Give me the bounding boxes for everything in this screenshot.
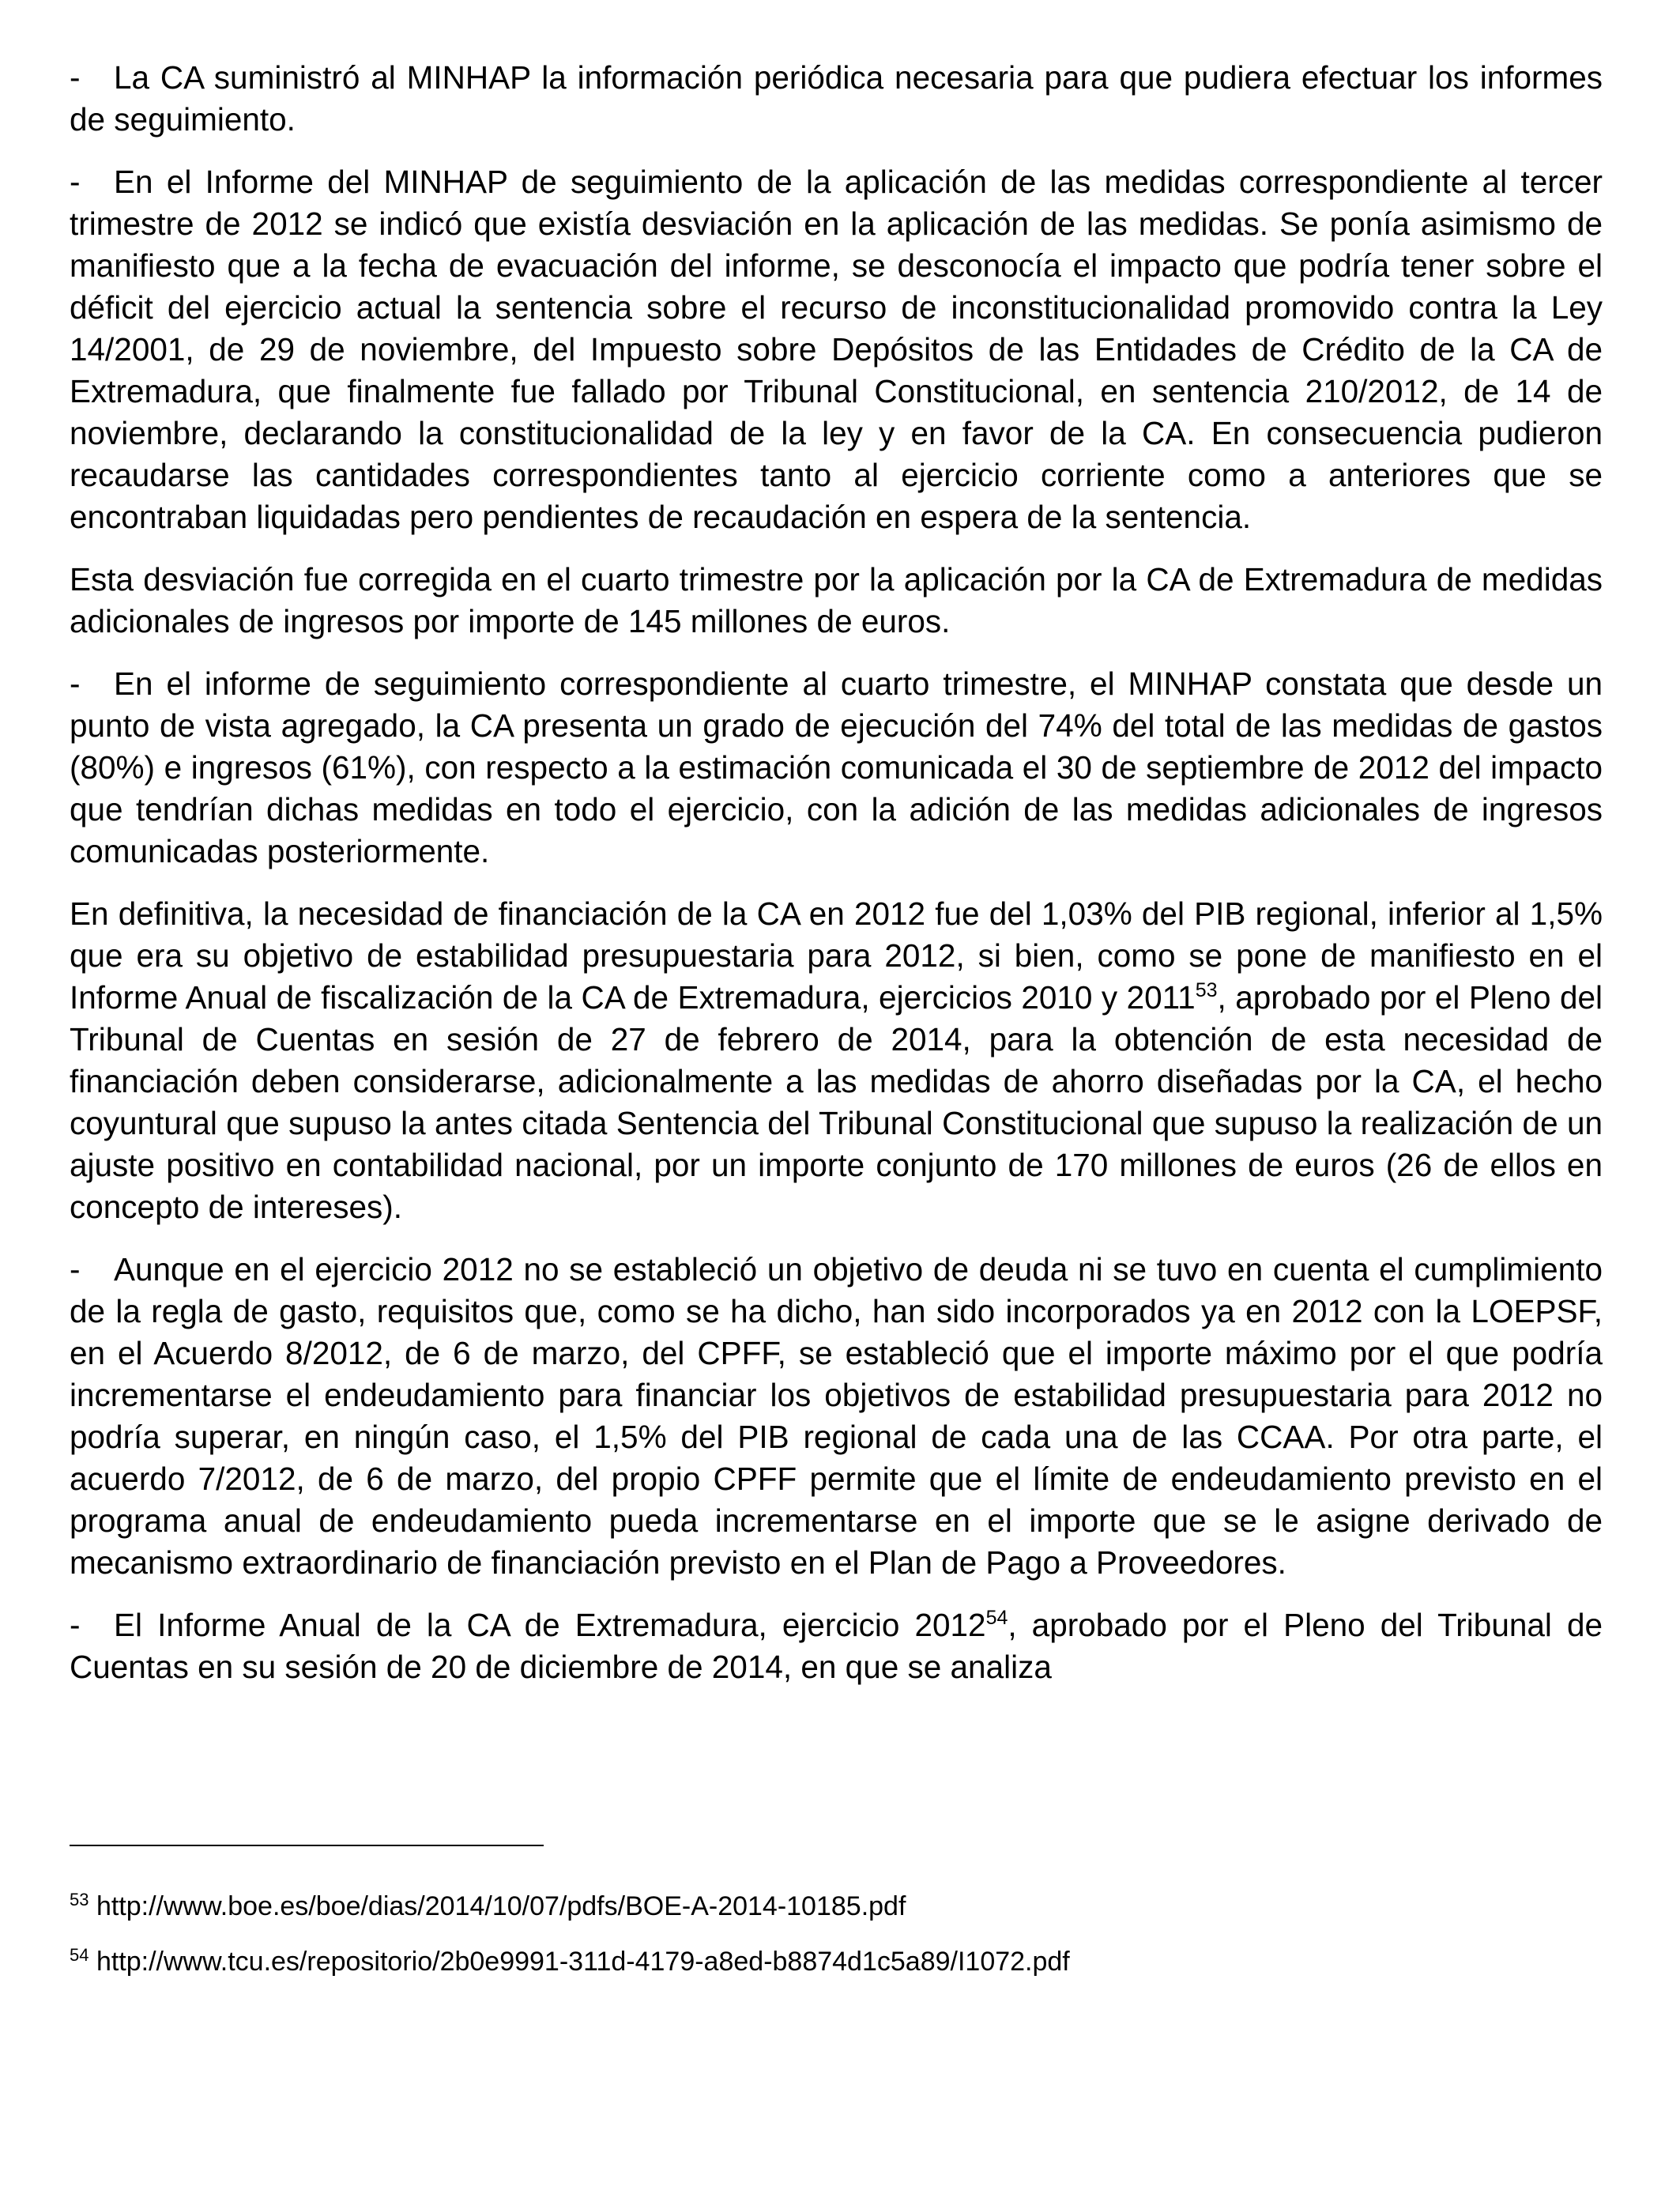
paragraph-desviacion-corregida (70, 559, 1603, 643)
paragraph-text: Esta desviación fue corregida en el cuarto trimestre por la aplicación por la CA de Extremadura de medidas adicionales de ingresos por importe de 145 millones de euros. (70, 561, 1603, 639)
paragraph-necesidad-financiacion (70, 893, 1603, 1228)
footnote-link[interactable]: http://www.tcu.es/repositorio/2b0e9991-311d-4179-a8ed-b8874d1c5a89/I1072.pdf (96, 1947, 1070, 1977)
footnote-reference-54[interactable]: 54 (985, 1607, 1008, 1629)
footnote-number: 53 (70, 1890, 89, 1909)
footnote-53 (70, 1889, 1603, 1924)
paragraph-text: En definitiva, la necesidad de financiación de la CA en 2012 fue del 1,03% del PIB regional, inferior al 1,5% que era su objetivo de estabilidad presupuestaria para 2012, si bien, como se pone de manifiesto en el Informe Anual de fiscalización de la CA de Extremadura, ejercicios 2010 y 2011 (70, 895, 1603, 1016)
paragraph-informe-cuarto-trimestre (70, 663, 1603, 873)
list-dash: - (70, 59, 81, 96)
footnote-separator (70, 1845, 544, 1846)
footnote-reference-53[interactable]: 53 (1195, 979, 1218, 1001)
paragraph-informe-anual-2012 (70, 1604, 1603, 1688)
paragraph-text: La CA suministró al MINHAP la información periódica necesaria para que pudiera efectuar los informes de seguimiento. (70, 59, 1603, 138)
list-dash: - (70, 665, 81, 702)
paragraph-text-continued: , aprobado por el Pleno del Tribunal de Cuentas en sesión de 27 de febrero de 2014, para la obtención de esta necesidad de financiación deben considerarse, adicionalmente a las medidas de ahorro diseñadas por la CA, el hecho coyuntural que supuso la antes citada Sentencia del Tribunal Constitucional que supuso la realización de un ajuste positivo en contabilidad nacional, por un importe conjunto de 170 millones de euros (26 de ellos en concepto de intereses). (70, 979, 1603, 1225)
paragraph-text: Aunque en el ejercicio 2012 no se estableció un objetivo de deuda ni se tuvo en cuenta el cumplimiento de la regla de gasto, requisitos que, como se ha dicho, han sido incorporados ya en 2012 con la LOEPSF, en el Acuerdo 8/2012, de 6 de marzo, del CPFF, se estableció que el importe máximo por el que podría incrementarse el endeudamiento para financiar los objetivos de estabilidad presupuestaria para 2012 no podría superar, en ningún caso, el 1,5% del PIB regional de cada una de las CCAA. Por otra parte, el acuerdo 7/2012, de 6 de marzo, del propio CPFF permite que el límite de endeudamiento previsto en el programa anual de endeudamiento pueda incrementarse en el importe que se le asigne derivado de mecanismo extraordinario de financiación previsto en el Plan de Pago a Proveedores. (70, 1251, 1603, 1581)
body-text (70, 57, 1603, 1688)
list-dash: - (70, 164, 81, 200)
footnotes (70, 1889, 1603, 2000)
footnote-number: 54 (70, 1945, 89, 1965)
list-dash: - (70, 1607, 81, 1643)
paragraph-text: El Informe Anual de la CA de Extremadura, ejercicio 2012 (114, 1607, 986, 1643)
paragraph-informe-tercer-trimestre (70, 161, 1603, 538)
paragraph-text: En el Informe del MINHAP de seguimiento de la aplicación de las medidas correspondiente al tercer trimestre de 2012 se indicó que existía desviación en la aplicación de las medidas. Se ponía asimismo de manifiesto que a la fecha de evacuación del informe, se desconocía el impacto que podría tener sobre el déficit del ejercicio actual la sentencia sobre el recurso de inconstitucionalidad promovido contra la Ley 14/2001, de 29 de noviembre, del Impuesto sobre Depósitos de las Entidades de Crédito de la CA de Extremadura, que finalmente fue fallado por Tribunal Constitucional, en sentencia 210/2012, de 14 de noviembre, declarando la constitucionalidad de la ley y en favor de la CA. En consecuencia pudieron recaudarse las cantidades correspondientes tanto al ejercicio corriente como a anteriores que se encontraban liquidadas pero pendientes de recaudación en espera de la sentencia. (70, 164, 1603, 535)
footnote-54 (70, 1944, 1603, 1979)
paragraph-objetivo-deuda (70, 1249, 1603, 1584)
list-dash: - (70, 1251, 81, 1287)
footnote-link[interactable]: http://www.boe.es/boe/dias/2014/10/07/pdfs/BOE-A-2014-10185.pdf (96, 1891, 906, 1921)
paragraph-ca-informacion-periodica (70, 57, 1603, 141)
paragraph-text-continued: , aprobado por el Pleno del Tribunal de Cuentas en su sesión de 20 de diciembre de 2014, en que se analiza (70, 1607, 1603, 1685)
paragraph-text: En el informe de seguimiento correspondiente al cuarto trimestre, el MINHAP constata que desde un punto de vista agregado, la CA presenta un grado de ejecución del 74% del total de las medidas de gastos (80%) e ingresos (61%), con respecto a la estimación comunicada el 30 de septiembre de 2012 del impacto que tendrían dichas medidas en todo el ejercicio, con la adición de las medidas adicionales de ingresos comunicadas posteriormente. (70, 665, 1603, 869)
